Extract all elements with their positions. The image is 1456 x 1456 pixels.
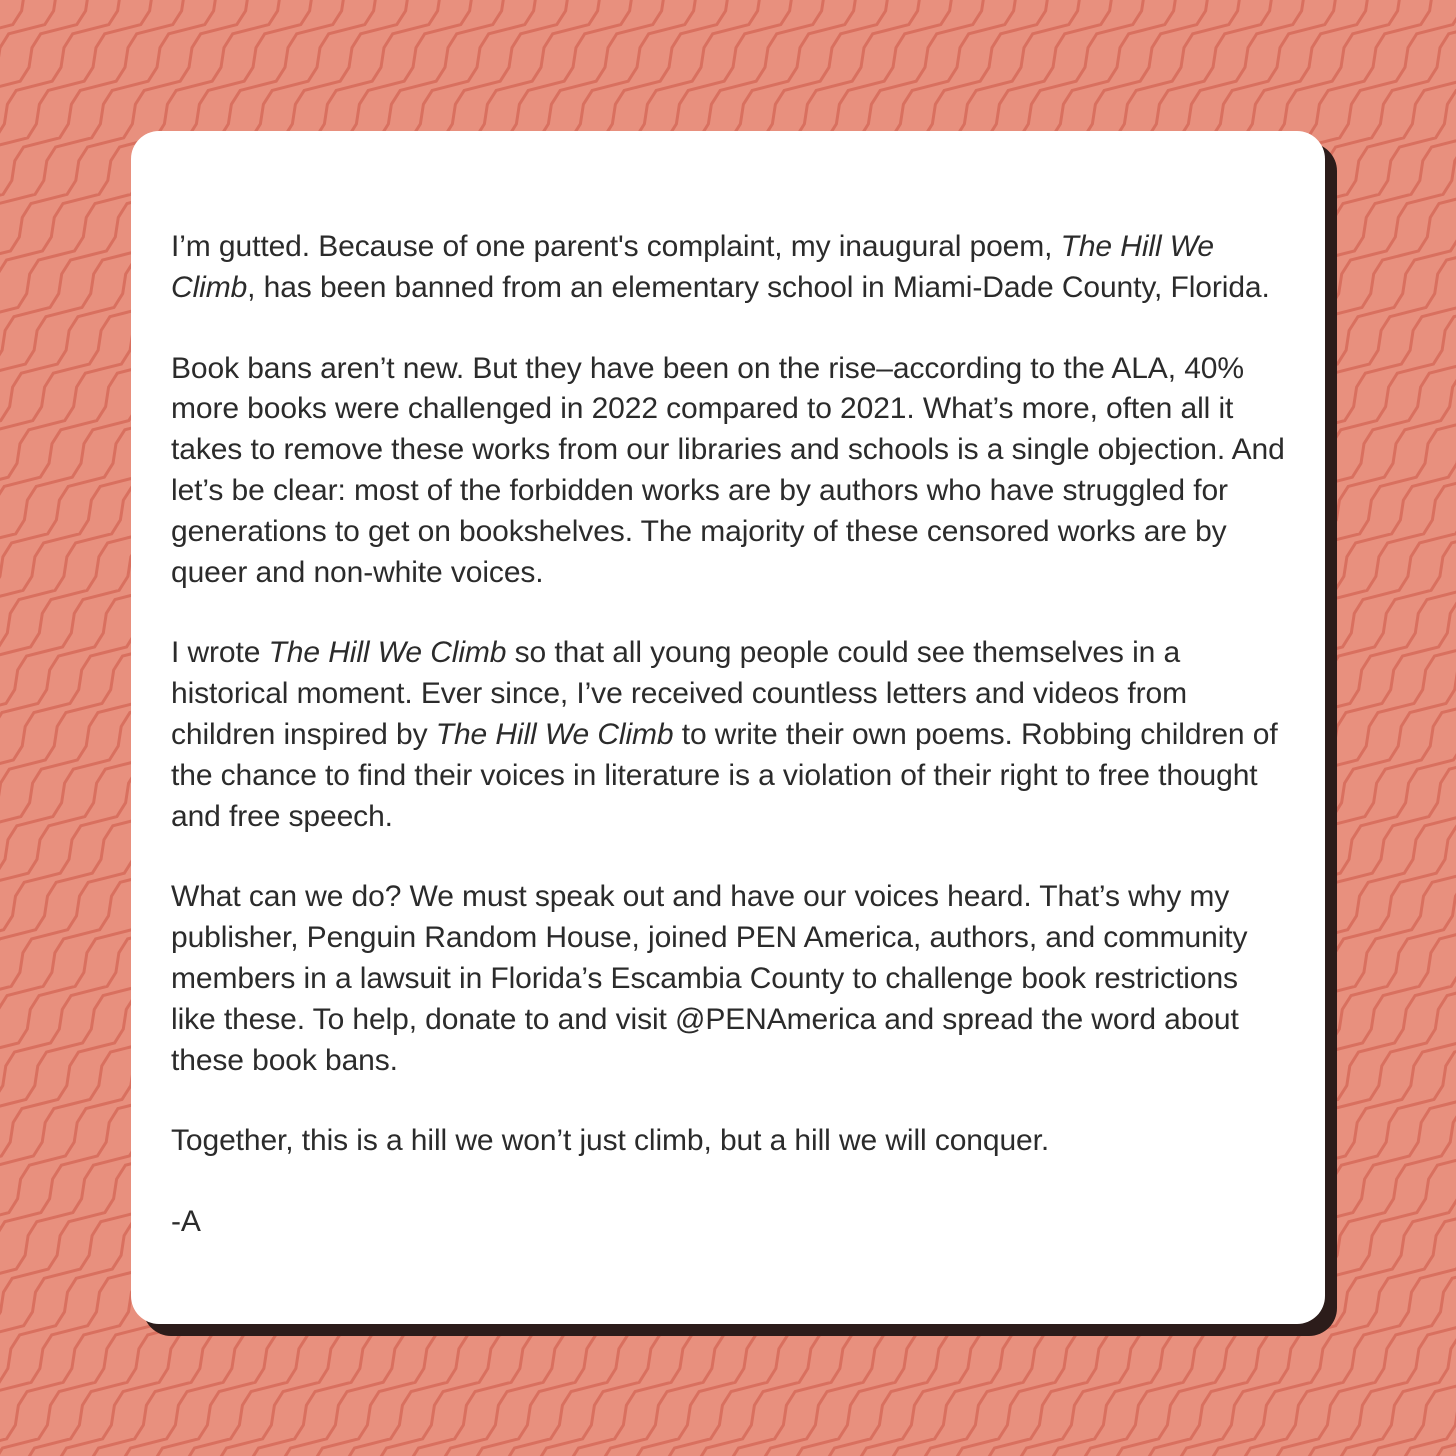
wave-line xyxy=(0,0,125,1456)
paragraph-1: I’m gutted. Because of one parent's complaint, my inaugural poem, The Hill We Climb, has been banned from an elementary school in Miami-Dade County, Florida. xyxy=(171,230,1270,304)
wave-line xyxy=(0,0,61,1456)
poem-title: The Hill We Climb xyxy=(171,230,1215,304)
paragraph-5: Together, this is a hill we won’t just climb, but a hill we will conquer. xyxy=(171,1124,1050,1158)
paragraph-2: Book bans aren’t new. But they have been on the rise–according to the ALA, 40% more books were challenged in 2022 compared to 2021. What’s more, often all it takes to remove these works from our libraries and schools is a single objection. And let’s be clear: most of the forbidden works are by authors who have struggled for generations to get on bookshelves. The majority of these censored works are by queer and non-white voices. xyxy=(171,351,1285,589)
paragraph-3: I wrote The Hill We Climb so that all young people could see themselves in a historical moment. Ever since, I’ve received countless letters and videos from children inspired by The Hill We Climb to write their own poems. Robbing children of the chance to find their voices in literature is a violation of their right to free thought and free speech. xyxy=(171,636,1278,833)
poem-title: The Hill We Climb xyxy=(268,636,507,670)
letter-card xyxy=(131,131,1325,1324)
paragraph-4: What can we do? We must speak out and have our voices heard. That’s why my publisher, Penguin Random House, joined PEN America, authors, and community members in a lawsuit in Florida’s Escambia County to challenge book restrictions like these. To help, donate to and visit @PENAmerica and spread the word about these book bans. xyxy=(171,880,1248,1077)
poem-title: The Hill We Climb xyxy=(435,717,674,751)
signature: -A xyxy=(171,1205,201,1239)
wave-line xyxy=(1436,0,1456,1456)
wave-line xyxy=(0,0,93,1456)
wave-line xyxy=(1372,0,1456,1456)
